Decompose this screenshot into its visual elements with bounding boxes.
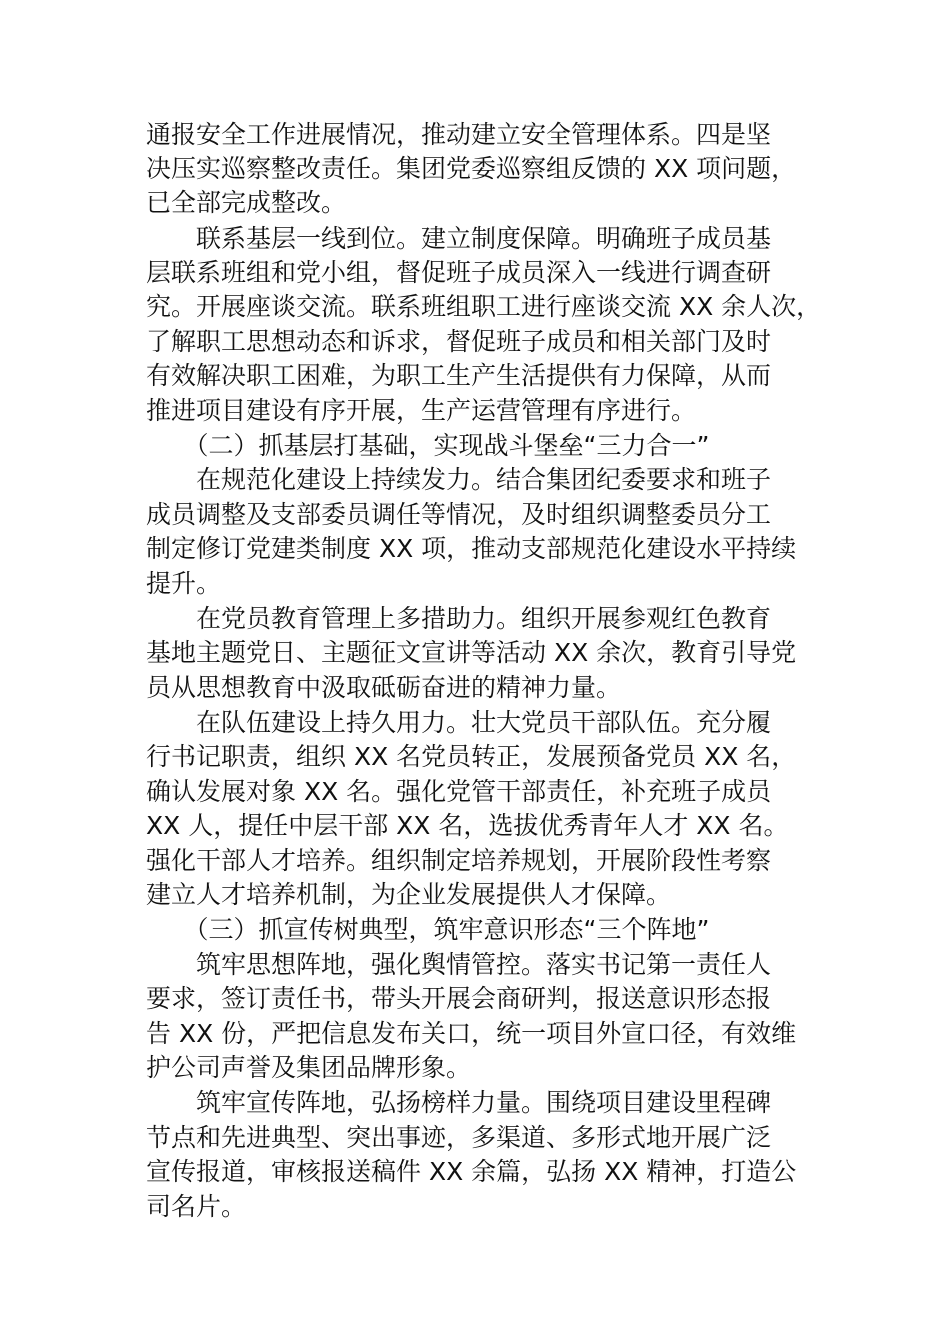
text-line: 护公司声誉及集团品牌形象。 [146,1053,472,1082]
text-line: 究。开展座谈交流。联系班组职工进行座谈交流 XX 余人次， [146,292,822,321]
text-line: 节点和先进典型、突出事迹，多渠道、多形式地开展广泛 [146,1123,772,1152]
text-line: XX 人，提任中层干部 XX 名，选拔优秀青年人才 XX 名。 [146,811,789,840]
text-line: 了解职工思想动态和诉求，督促班子成员和相关部门及时 [146,327,772,356]
text-line: 决压实巡察整改责任。集团党委巡察组反馈的 XX 项问题， [146,154,797,183]
text-line: 层联系班组和党小组，督促班子成员深入一线进行调查研 [146,258,772,287]
text-line: 强化干部人才培养。组织制定培养规划，开展阶段性考察 [146,846,772,875]
section-heading: （二）抓基层打基础，实现战斗堡垒“三力合一” [146,431,710,460]
text-line: 成员调整及支部委员调任等情况，及时组织调整委员分工 [146,500,772,529]
section-heading: （三）抓宣传树典型，筑牢意识形态“三个阵地” [146,915,710,944]
text-line: 有效解决职工困难，为职工生产生活提供有力保障，从而 [146,361,772,390]
text-line: 筑牢宣传阵地，弘扬榜样力量。围绕项目建设里程碑 [146,1088,772,1117]
text-line: 筑牢思想阵地，强化舆情管控。落实书记第一责任人 [146,950,772,979]
text-line: 在党员教育管理上多措助力。组织开展参观红色教育 [146,604,772,633]
text-line: 在队伍建设上持久用力。壮大党员干部队伍。充分履 [146,708,772,737]
text-line: 宣传报道，审核报送稿件 XX 余篇，弘扬 XX 精神，打造公 [146,1157,797,1186]
text-line: 基地主题党日、主题征文宣讲等活动 XX 余次，教育引导党 [146,638,797,667]
text-line: 司名片。 [146,1192,247,1221]
text-line: 提升。 [146,569,222,598]
text-line: 要求，签订责任书，带头开展会商研判，报送意识形态报 [146,984,772,1013]
text-line: 建立人才培养机制，为企业发展提供人才保障。 [146,880,672,909]
text-line: 确认发展对象 XX 名。强化党管干部责任，补充班子成员 [146,777,772,806]
text-line: 在规范化建设上持续发力。结合集团纪委要求和班子 [146,465,772,494]
text-line: 已全部完成整改。 [146,188,347,217]
text-line: 行书记职责，组织 XX 名党员转正，发展预备党员 XX 名， [146,742,797,771]
text-line: 通报安全工作进展情况，推动建立安全管理体系。四是坚 [146,120,772,149]
text-line: 推进项目建设有序开展，生产运营管理有序进行。 [146,396,697,425]
text-line: 员从思想教育中汲取砥砺奋进的精神力量。 [146,673,622,702]
text-line: 告 XX 份，严把信息发布关口，统一项目外宣口径，有效维 [146,1019,797,1048]
text-line: 制定修订党建类制度 XX 项，推动支部规范化建设水平持续 [146,534,797,563]
text-line: 联系基层一线到位。建立制度保障。明确班子成员基 [146,224,772,253]
